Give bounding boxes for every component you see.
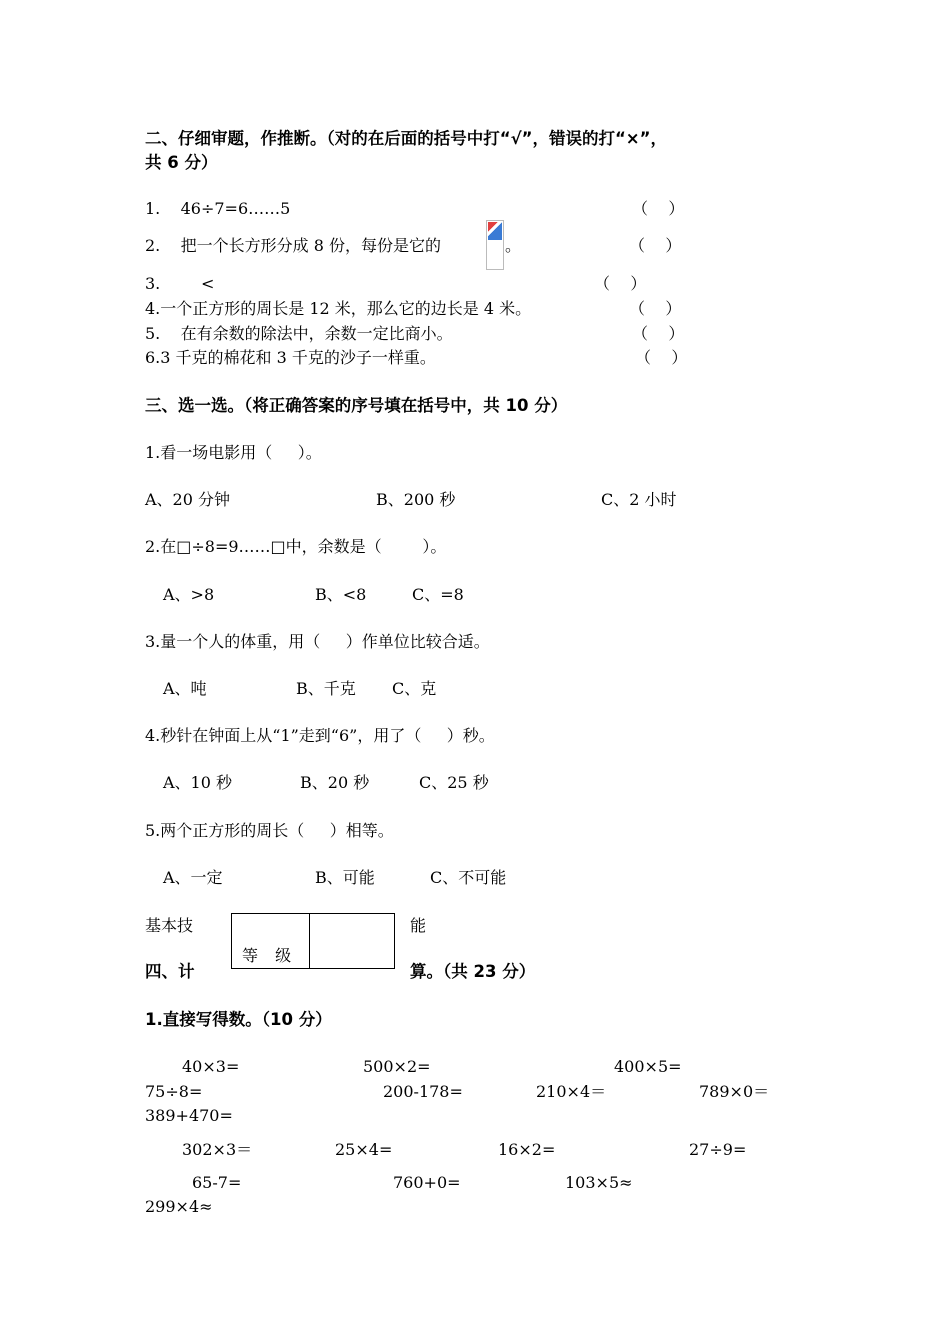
choice-1-option-a[interactable]: A、20 分钟 bbox=[145, 490, 231, 509]
calc-item: 500×2= bbox=[363, 1057, 431, 1076]
section2-title-line2: 共 6 分） bbox=[145, 153, 218, 172]
calc-item: 210×4＝ bbox=[536, 1082, 607, 1101]
grade-label: 等 级 bbox=[242, 946, 298, 965]
judge-item-3: 3. < bbox=[145, 274, 215, 293]
calc-item: 302×3＝ bbox=[182, 1140, 253, 1159]
calc-item: 400×5= bbox=[614, 1057, 682, 1076]
judge-item-2-suffix: 。 bbox=[505, 236, 522, 255]
section4-sub1: 1.直接写得数。（10 分） bbox=[145, 1010, 332, 1029]
calc-item: 27÷9= bbox=[689, 1140, 747, 1159]
section4-title-right: 算。（共 23 分） bbox=[410, 962, 536, 981]
calc-item: 25×4= bbox=[335, 1140, 393, 1159]
calc-item: 40×3= bbox=[182, 1057, 240, 1076]
choice-2-option-c[interactable]: C、=8 bbox=[412, 585, 464, 604]
calc-item: 760+0= bbox=[393, 1173, 461, 1192]
calc-item: 75÷8= bbox=[145, 1082, 203, 1101]
choice-1-option-c[interactable]: C、2 小时 bbox=[601, 490, 677, 509]
judge-answer-6[interactable]: （ ） bbox=[635, 348, 688, 367]
choice-3-option-c[interactable]: C、克 bbox=[392, 679, 437, 698]
calc-item: 65-7= bbox=[192, 1173, 242, 1192]
calc-item: 16×2= bbox=[498, 1140, 556, 1159]
calc-item: 200-178= bbox=[383, 1082, 463, 1101]
choice-question-3: 3.量一个人的体重，用（ ）作单位比较合适。 bbox=[145, 632, 490, 651]
choice-question-5: 5.两个正方形的周长（ ）相等。 bbox=[145, 821, 394, 840]
choice-5-option-b[interactable]: B、可能 bbox=[315, 868, 375, 887]
judge-item-4: 4.一个正方形的周长是 12 米，那么它的边长是 4 米。 bbox=[145, 299, 532, 318]
grade-box-divider bbox=[309, 914, 310, 968]
calc-item: 389+470= bbox=[145, 1106, 233, 1125]
choice-2-option-b[interactable]: B、<8 bbox=[315, 585, 367, 604]
judge-item-2: 2. 把一个长方形分成 8 份，每份是它的 bbox=[145, 236, 441, 255]
choice-5-option-c[interactable]: C、不可能 bbox=[430, 868, 507, 887]
choice-2-option-a[interactable]: A、>8 bbox=[163, 585, 215, 604]
calc-item: 299×4≈ bbox=[145, 1197, 213, 1216]
choice-question-4: 4.秒针在钟面上从“1”走到“6”，用了（ ）秒。 bbox=[145, 726, 495, 745]
judge-answer-2[interactable]: （ ） bbox=[629, 236, 682, 255]
fraction-image-icon bbox=[486, 220, 504, 270]
section4-title-left: 四、计 bbox=[145, 962, 195, 981]
judge-answer-4[interactable]: （ ） bbox=[629, 299, 682, 318]
choice-4-option-a[interactable]: A、10 秒 bbox=[163, 773, 233, 792]
judge-item-1: 1. 46÷7=6……5 bbox=[145, 199, 291, 218]
skill-label-left: 基本技 bbox=[145, 916, 194, 935]
choice-4-option-b[interactable]: B、20 秒 bbox=[300, 773, 370, 792]
judge-answer-3[interactable]: （ ） bbox=[594, 274, 647, 293]
judge-answer-1[interactable]: （ ） bbox=[632, 199, 685, 218]
section2-title-line1: 二、仔细审题，作推断。（对的在后面的括号中打“√”，错误的打“×”， bbox=[145, 129, 667, 148]
grade-box bbox=[231, 913, 395, 969]
choice-question-1: 1.看一场电影用（ ）。 bbox=[145, 443, 322, 462]
choice-3-option-a[interactable]: A、吨 bbox=[163, 679, 207, 698]
choice-3-option-b[interactable]: B、千克 bbox=[296, 679, 356, 698]
choice-4-option-c[interactable]: C、25 秒 bbox=[419, 773, 489, 792]
skill-label-right: 能 bbox=[410, 916, 427, 935]
section3-title: 三、选一选。（将正确答案的序号填在括号中，共 10 分） bbox=[145, 396, 568, 415]
choice-5-option-a[interactable]: A、一定 bbox=[163, 868, 223, 887]
calc-item: 103×5≈ bbox=[565, 1173, 633, 1192]
judge-item-6: 6.3 千克的棉花和 3 千克的沙子一样重。 bbox=[145, 348, 436, 367]
broken-image-icon bbox=[488, 222, 502, 240]
choice-question-2: 2.在□÷8=9……□中，余数是（ ）。 bbox=[145, 537, 447, 556]
choice-1-option-b[interactable]: B、200 秒 bbox=[376, 490, 456, 509]
judge-answer-5[interactable]: （ ） bbox=[632, 324, 685, 343]
judge-item-5: 5. 在有余数的除法中，余数一定比商小。 bbox=[145, 324, 453, 343]
calc-item: 789×0＝ bbox=[699, 1082, 770, 1101]
